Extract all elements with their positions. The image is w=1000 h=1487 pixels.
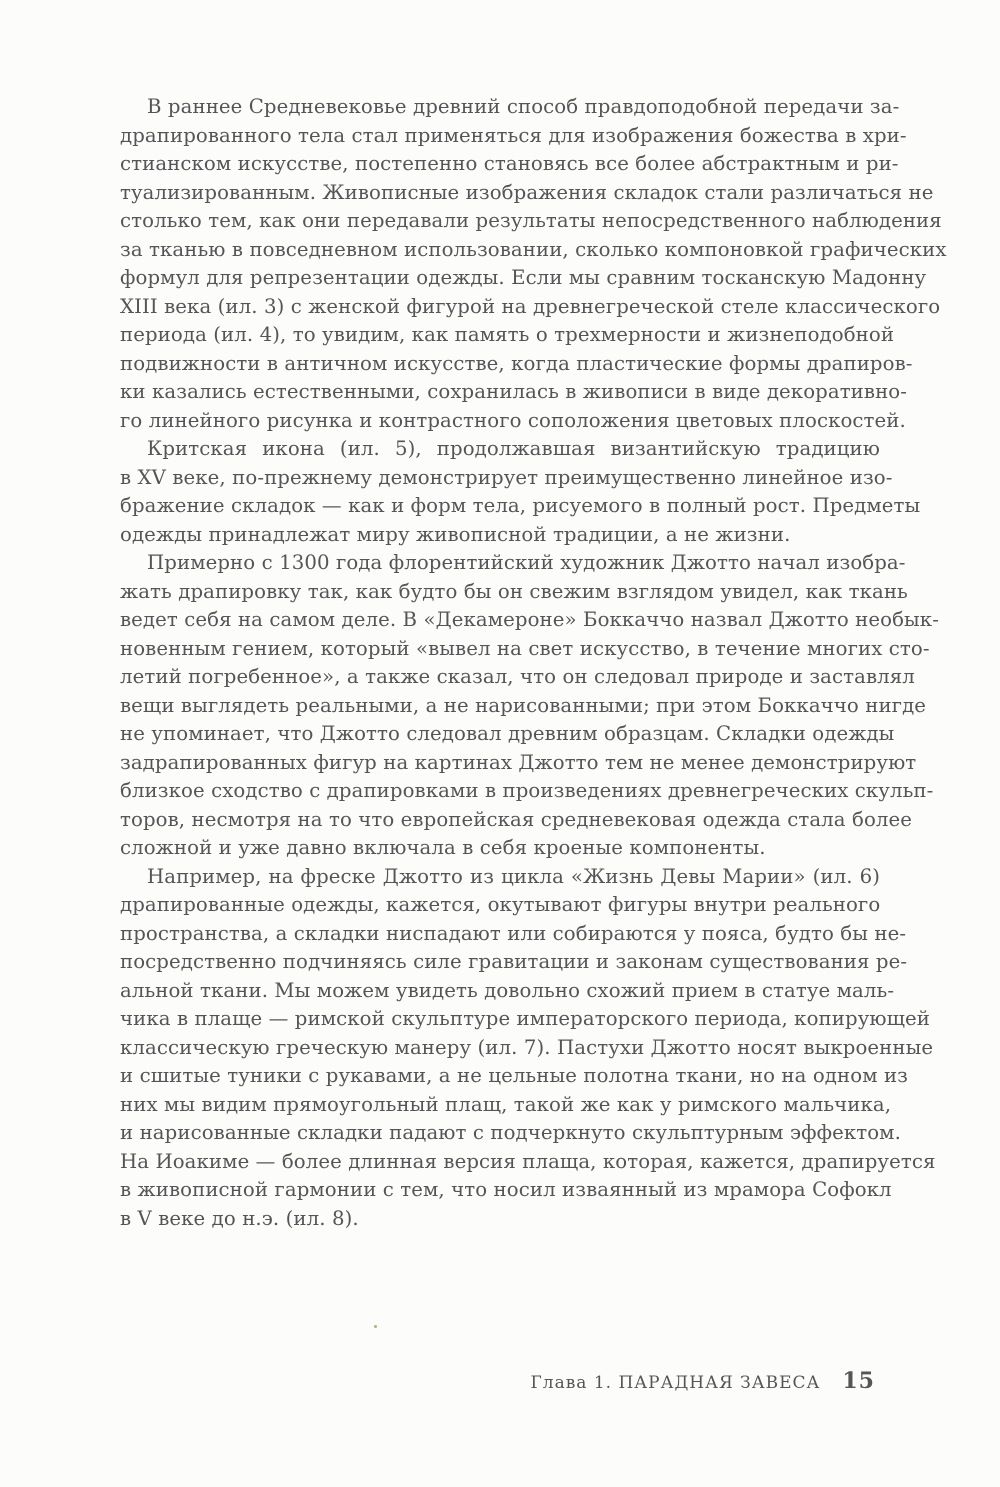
text-line: в живописной гармонии с тем, что носил изваянный из мрамора Софокл	[120, 1178, 892, 1201]
text-line: в V веке до н.э. (ил. 8).	[120, 1206, 359, 1230]
paragraph	[120, 863, 936, 1234]
text-line: драпированного тела стал применяться для изображения божества в хри-	[120, 123, 907, 147]
text-line: В раннее Средневековье древний способ правдоподобной передачи за-	[147, 95, 900, 118]
text-line: стианском искусстве, постепенно становясь все более абстрактным и ри-	[120, 152, 899, 175]
body-text	[120, 93, 947, 1233]
paper-speck	[374, 1325, 377, 1328]
text-line: пространства, а складки ниспадают или собираются у пояса, будто бы не-	[120, 921, 907, 945]
text-line: туализированным. Живописные изображения складок стали различаться не	[120, 180, 934, 204]
text-line: го линейного рисунка и контрастного соположения цветовых плоскостей.	[120, 408, 906, 432]
running-head: Глава 1. ПАРАДНАЯ ЗАВЕСА	[530, 1373, 821, 1393]
text-line: новенным гением, который «вывел на свет искусство, в течение многих сто-	[120, 636, 930, 660]
text-line: в XV веке, по-прежнему демонстрирует преимущественно линейное изо-	[120, 465, 893, 489]
text-line: Например, на фреске Джотто из цикла «Жизнь Девы Марии» (ил. 6)	[147, 864, 880, 888]
text-line: них мы видим прямоугольный плащ, такой же как у римского мальчика,	[120, 1092, 892, 1116]
text-line: ки казались естественными, сохранилась в живописи в виде декоративно-	[120, 380, 908, 403]
text-line: периода (ил. 4), то увидим, как память о трехмерности и жизнеподобной	[120, 323, 895, 346]
page-number: 15	[842, 1368, 875, 1394]
text-line: ведет себя на самом деле. В «Декамероне» Боккаччо назвал Джотто необык-	[120, 608, 939, 631]
text-line: столько тем, как они передавали результаты непосредственного наблюдения	[120, 209, 942, 232]
text-line: сложной и уже давно включала в себя кроеные компоненты.	[120, 836, 766, 859]
text-line: посредственно подчиняясь силе гравитации и законам существования ре-	[120, 950, 908, 973]
text-line: подвижности в античном искусстве, когда пластические формы драпиров-	[120, 351, 913, 375]
text-line: формул для репрезентации одежды. Если мы сравним тосканскую Мадонну	[120, 266, 927, 289]
text-line: одежды принадлежат миру живописной традиции, а не жизни.	[120, 522, 791, 546]
text-line: чика в плаще — римской скульптуре императорского периода, копирующей	[120, 1007, 930, 1030]
paragraph	[120, 93, 947, 435]
text-line: бражение складок — как и форм тела, рисуемого в полный рост. Предметы	[120, 494, 921, 517]
text-line: не упоминает, что Джотто следовал древним образцам. Складки одежды	[120, 722, 895, 745]
text-line: и нарисованные складки падают с подчеркнуто скульптурным эффектом.	[120, 1121, 901, 1144]
text-line: альной ткани. Мы можем увидеть довольно схожий прием в статуе маль-	[120, 978, 895, 1002]
paragraph	[120, 435, 921, 549]
text-line: и сшитые туники с рукавами, а не цельные полотна ткани, но на одном из	[120, 1064, 909, 1087]
text-line: Критская икона (ил. 5), продолжавшая византийскую традицию	[147, 437, 880, 460]
paragraph	[120, 549, 939, 863]
page-footer	[531, 1368, 875, 1394]
text-line: торов, несмотря на то что европейская средневековая одежда стала более	[120, 807, 912, 831]
text-line: летий погребенное», а также сказал, что он следовал природе и заставлял	[120, 665, 915, 688]
text-line: за тканью в повседневном использовании, сколько компоновкой графических	[120, 237, 947, 261]
text-line: драпированные одежды, кажется, окутывают фигуры внутри реального	[120, 893, 881, 916]
text-line: задрапированных фигур на картинах Джотто тем не менее демонстрируют	[120, 750, 917, 774]
text-line: классическую греческую манеру (ил. 7). Пастухи Джотто носят выкроенные	[120, 1035, 934, 1059]
text-line: XIII века (ил. 3) с женской фигурой на древнегреческой стеле классического	[120, 294, 941, 318]
text-line: жать драпировку так, как будто бы он свежим взглядом увидел, как ткань	[120, 579, 908, 603]
text-line: Примерно с 1300 года флорентийский художник Джотто начал изобра-	[147, 551, 906, 574]
text-line: На Иоакиме — более длинная версия плаща, которая, кажется, драпируется	[120, 1149, 936, 1173]
text-line: близкое сходство с драпировками в произведениях древнегреческих скульп-	[120, 779, 934, 802]
text-line: вещи выглядеть реальными, а не нарисованными; при этом Боккаччо нигде	[120, 693, 927, 717]
